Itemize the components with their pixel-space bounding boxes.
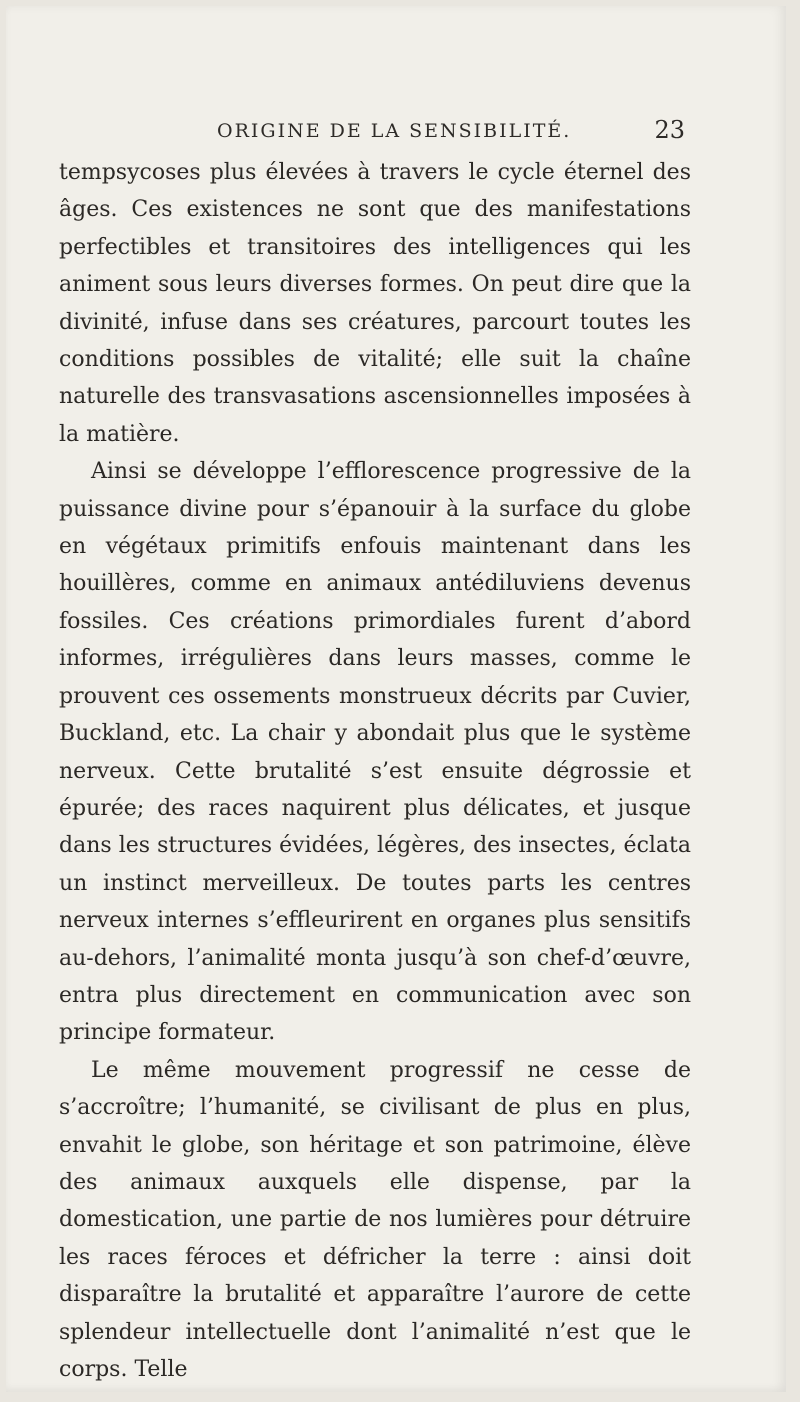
body-text xyxy=(59,154,691,1388)
paragraph-3: Le même mouvement progressif ne cesse de s’accroître; l’humanité, se civilisant de plus en plus, envahit le globe, son héritage et son patrimoine, élève des animaux auxquels elle dispense, par la domestication, une partie de nos lumières pour détruire les races féroces et défricher la terre : ainsi doit disparaître la brutalité et apparaître l’aurore de cette splendeur intellectuelle dont l’animalité n’est que le corps. Telle xyxy=(59,1057,691,1382)
paragraph-2: Ainsi se développe l’efflorescence progressive de la puissance divine pour s’épanouir à la surface du globe en végétaux primitifs enfouis maintenant dans les houillères, comme en animaux antédiluviens devenus fossiles. Ces créations primordiales furent d’abord informes, irrégulières dans leurs masses, comme le prouvent ces ossements monstrueux décrits par Cuvier, Buckland, etc. La chair y abondait plus que le système nerveux. Cette brutalité s’est ensuite dégrossie et épurée; des races naquirent plus délicates, et jusque dans les structures évidées, légères, des insectes, éclata un instinct merveilleux. De toutes parts les centres nerveux internes s’effleurirent en organes plus sensitifs au-dehors, l’animalité monta jusqu’à son chef-d’œuvre, entra plus directement en communication avec son principe formateur. xyxy=(59,459,691,1046)
paragraph-1: tempsycoses plus élevées à travers le cycle éternel des âges. Ces existences ne sont que des manifestations perfectibles et transitoires des intelligences qui les animent sous leurs diverses formes. On peut dire que la divinité, infuse dans ses créatures, parcourt toutes les conditions possibles de vitalité; elle suit la chaîne naturelle des transvasations ascensionnelles imposées à la matière. xyxy=(59,160,691,447)
page-number: 23 xyxy=(654,116,685,144)
page-header xyxy=(61,116,691,146)
running-title: ORIGINE DE LA SENSIBILITÉ. xyxy=(217,120,572,142)
book-page xyxy=(6,6,786,1392)
